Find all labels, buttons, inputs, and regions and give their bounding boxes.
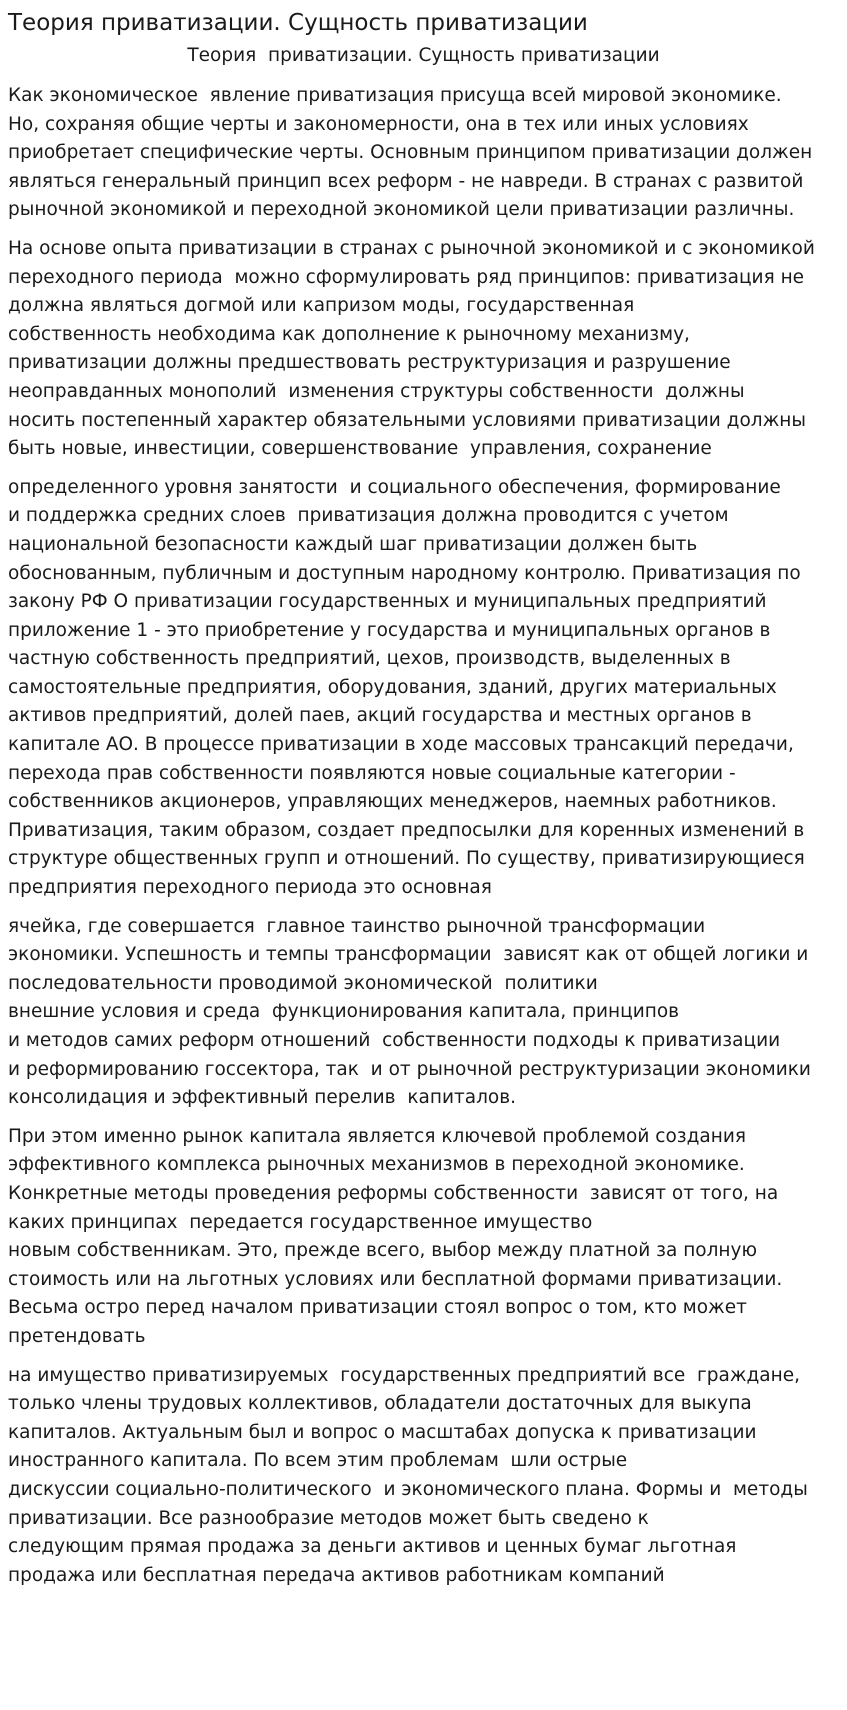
- text-line: приватизации. Все разнообразие методов может быть сведено к: [8, 1507, 649, 1529]
- text-line: активов предприятий, долей паев, акций государства и местных органов в: [8, 705, 752, 727]
- paragraph: [8, 1123, 839, 1352]
- text-line: перехода прав собственности появляются новые социальные категории -: [8, 762, 736, 784]
- text-line: определенного уровня занятости и социального обеспечения, формирование: [8, 476, 781, 498]
- text-line: приобретает специфические черты. Основным принципом приватизации должен: [8, 142, 813, 164]
- document-subtitle: Теория приватизации. Сущность приватизации: [187, 45, 660, 66]
- text-line: Приватизация, таким образом, создает предпосылки для коренных изменений в: [8, 819, 805, 841]
- text-line: эффективного комплекса рыночных механизмов в переходной экономике.: [8, 1154, 745, 1176]
- text-line: консолидация и эффективный перелив капиталов.: [8, 1087, 517, 1109]
- text-line: собственность необходима как дополнение к рыночному механизму,: [8, 323, 690, 345]
- text-line: и поддержка средних слоев приватизация должна проводится с учетом: [8, 505, 729, 527]
- text-line: только члены трудовых коллективов, обладатели достаточных для выкупа: [8, 1393, 752, 1415]
- text-line: приватизации должны предшествовать реструктуризация и разрушение: [8, 352, 731, 374]
- text-line: самостоятельные предприятия, оборудования, зданий, других материальных: [8, 676, 777, 698]
- paragraph: [8, 235, 839, 464]
- text-line: и реформированию госсектора, так и от рыночной реструктуризации экономики: [8, 1058, 811, 1080]
- text-line: являться генеральный принцип всех реформ - не навреди. В странах с развитой: [8, 170, 804, 192]
- text-line: предприятия переходного периода это основная: [8, 877, 492, 899]
- text-line: быть новые, инвестиции, совершенствование управления, сохранение: [8, 438, 712, 460]
- text-line: иностранного капитала. По всем этим проблемам шли острые: [8, 1450, 628, 1472]
- text-line: Как экономическое явление приватизация присуща всей мировой экономике.: [8, 85, 782, 106]
- paragraph: [8, 82, 839, 225]
- text-line: стоимость или на льготных условиях или бесплатной формами приватизации.: [8, 1268, 783, 1290]
- text-line: внешние условия и среда функционирования капитала, принципов: [8, 1001, 680, 1023]
- text-line: национальной безопасности каждый шаг приватизации должен быть: [8, 533, 698, 555]
- text-line: переходного периода можно сформулировать ряд принципов: приватизация не: [8, 266, 805, 288]
- text-line: обоснованным, публичным и доступным народному контролю. Приватизация по: [8, 562, 801, 584]
- text-line: носить постепенный характер обязательными условиями приватизации должны: [8, 409, 806, 431]
- page-title: Теория приватизации. Сущность приватизации: [8, 10, 588, 36]
- paragraph: [8, 474, 839, 903]
- text-line: каких принципах передается государственное имущество: [8, 1211, 593, 1233]
- text-line: и методов самих реформ отношений собственности подходы к приватизации: [8, 1030, 781, 1051]
- text-line: дискуссии социально-политического и экономического плана. Формы и методы: [8, 1478, 808, 1500]
- text-line: претендовать: [8, 1325, 146, 1347]
- text-line: экономики. Успешность и темпы трансформации зависят как от общей логики и: [8, 944, 809, 966]
- text-line: ячейка, где совершается главное таинство рыночной трансформации: [8, 915, 706, 937]
- text-line: неоправданных монополий изменения структуры собственности должны: [8, 380, 745, 402]
- text-line: продажа или бесплатная передача активов работникам компаний: [8, 1564, 665, 1586]
- text-line: капиталов. Актуальным был и вопрос о масштабах допуска к приватизации: [8, 1421, 757, 1443]
- text-line: на имущество приватизируемых государственных предприятий все граждане,: [8, 1364, 800, 1386]
- text-line: закону РФ О приватизации государственных и муниципальных предприятий: [8, 591, 767, 613]
- text-line: Весьма остро перед началом приватизации стоял вопрос о том, кто может: [8, 1297, 747, 1319]
- text-line: Но, сохраняя общие черты и закономерности, она в тех или иных условиях: [8, 113, 749, 135]
- paragraph: [8, 913, 839, 1113]
- text-line: На основе опыта приватизации в странах с рыночной экономикой и с экономикой: [8, 237, 815, 259]
- text-line: приложение 1 - это приобретение у государства и муниципальных органов в: [8, 619, 771, 641]
- paragraph: [8, 1362, 839, 1591]
- text-line: собственников акционеров, управляющих менеджеров, наемных работников.: [8, 791, 777, 813]
- text-line: капитале АО. В процессе приватизации в ходе массовых трансакций передачи,: [8, 734, 794, 756]
- text-line: частную собственность предприятий, цехов, производств, выделенных в: [8, 648, 731, 670]
- text-line: Конкретные методы проведения реформы собственности зависят от того, на: [8, 1182, 779, 1204]
- document-body: [8, 82, 839, 1590]
- text-line: При этом именно рынок капитала является ключевой проблемой создания: [8, 1125, 746, 1147]
- text-line: должна являться догмой или капризом моды, государственная: [8, 295, 635, 317]
- text-line: следующим прямая продажа за деньги активов и ценных бумаг льготная: [8, 1536, 737, 1558]
- text-line: рыночной экономикой и переходной экономикой цели приватизации различны.: [8, 199, 795, 221]
- text-line: новым собственникам. Это, прежде всего, выбор между платной за полную: [8, 1240, 758, 1262]
- text-line: последовательности проводимой экономической политики: [8, 972, 598, 994]
- text-line: структуре общественных групп и отношений. По существу, приватизирующиеся: [8, 848, 805, 870]
